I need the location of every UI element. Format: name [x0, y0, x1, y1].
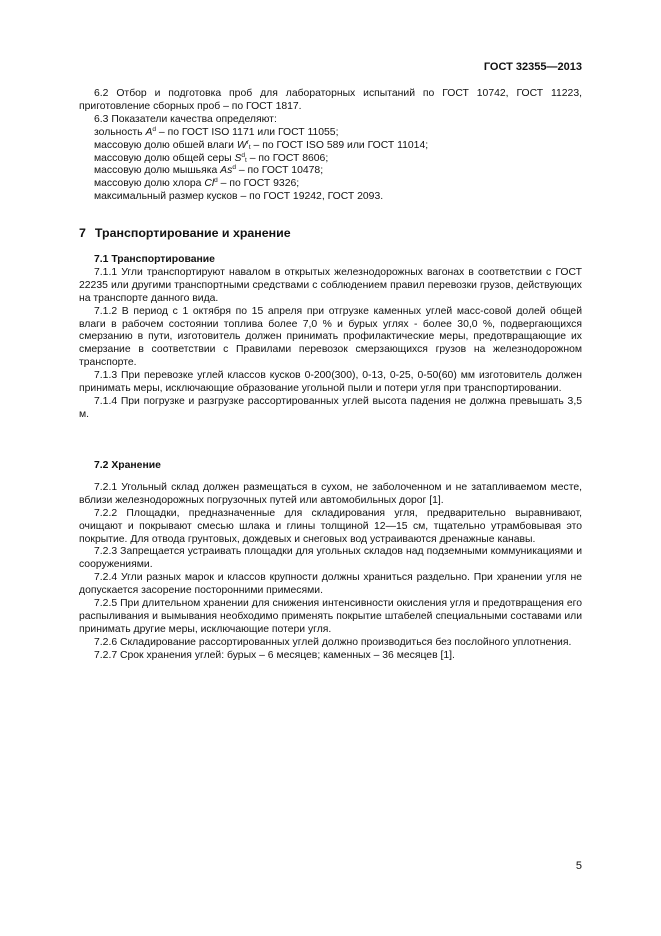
paragraph-7-1-4: 7.1.4 При погрузке и разгрузке рассортированных углей высота падения не должна превышать 3,5 м.	[79, 395, 582, 420]
list-item: массовую долю обшей влаги $W^r_t$ – по ГОСТ ISO 589 или ГОСТ 11014;	[94, 138, 429, 151]
page-number: 5	[575, 860, 582, 872]
document-code-header: ГОСТ 32355—2013	[483, 61, 582, 73]
paragraph-7-2-2: 7.2.2 Площадки, предназначенные для складирования угля, предварительно выравнивают, очищают и покрывают смесью шлака и глины толщиной 12—15 см, тщательно утрамбовывая это покрытие. Для отвода грунтовых, дождевых и снеговых вод устраиваются дренажные канавы.	[79, 507, 582, 545]
subsection-title: 7.2 Хранение	[94, 460, 161, 471]
list-item: максимальный размер кусков – по ГОСТ 19242, ГОСТ 2093.	[94, 191, 384, 203]
list-item: зольность $A^d$ – по ГОСТ ISO 1171 или ГОСТ 11055;	[94, 125, 339, 138]
section-number: 7	[79, 226, 86, 240]
paragraph-7-1-1: 7.1.1 Угли транспортируют навалом в открытых железнодорожных вагонах в соответствии с ГОСТ 22235 или другими транспортными средствами с соблюдением правил перевозки грузов, действующих на транспорте данного вида.	[79, 266, 582, 304]
list-item: массовую долю мышьяка As$^d$ – по ГОСТ 10478;	[94, 164, 324, 177]
section-6-block	[79, 88, 582, 204]
paragraph-7-1-2: 7.1.2 В период с 1 октября по 15 апреля при отгрузке каменных углей масс-совой долей общей влаги в рабочем состоянии топлива более 7,0 % и бурых углях - более 30,0 %, подвергающихся смерзанию в пути, изготовитель должен принимать профилактические меры, предотвращающие их смерзание в соответствии с Правилами перевозок смерзающихся грузов на железнодорожном транспорте.	[79, 305, 582, 369]
paragraph-7-2-6: 7.2.6 Складирование рассортированных углей должно производиться без послойного уплотнения.	[94, 636, 572, 648]
paragraph-6-3: 6.3 Показатели качества определяют:	[94, 113, 277, 125]
subsection-7-2	[79, 460, 582, 663]
list-item: массовую долю хлора Cl$^d$ – по ГОСТ 9326;	[94, 177, 300, 190]
paragraph-7-1-3: 7.1.3 При перевозке углей классов кусков 0-200(300), 0-13, 0-25, 0-50(60) мм изготовитель должен принимать меры, исключающие образование угольной пыли и потери угля при транспортировании.	[79, 370, 582, 395]
subsection-title: 7.1 Транспортирование	[94, 254, 215, 265]
paragraph-7-2-4: 7.2.4 Угли разных марок и классов крупности должны храниться раздельно. При хранении угля не допускается засорение посторонними примесями.	[79, 572, 582, 597]
subsection-7-1	[79, 254, 582, 422]
paragraph-6-2: 6.2 Отбор и подготовка проб для лабораторных испытаний по ГОСТ 10742, ГОСТ 11223, приготовление сборных проб – по ГОСТ 1817.	[79, 88, 582, 112]
paragraph-7-2-5: 7.2.5 При длительном хранении для снижения интенсивности окисления угля и предотвращения его распыливания и вымывания необходимо применять покрытие штабелей специальными составами или принимать другие меры, исключающие потери угля.	[79, 598, 582, 635]
list-item: массовую долю общей серы $S^d_t$ – по ГОСТ 8606;	[94, 151, 329, 164]
paragraph-7-2-3: 7.2.3 Запрещается устраивать площадки для угольных складов над подземными коммуникациями и сооружениями.	[79, 546, 582, 571]
paragraph-7-2-7: 7.2.7 Срок хранения углей: бурых – 6 месяцев; каменных – 36 месяцев [1].	[94, 649, 455, 661]
paragraph-7-2-1: 7.2.1 Угольный склад должен размещаться в сухом, не заболоченном и не затапливаемом месте, вблизи железнодорожных погрузочных путей или автомобильных дорог [1].	[79, 481, 582, 506]
section-7-heading	[79, 226, 291, 240]
section-title: Транспортирование и хранение	[94, 226, 291, 240]
quality-indicators-list	[79, 127, 582, 204]
